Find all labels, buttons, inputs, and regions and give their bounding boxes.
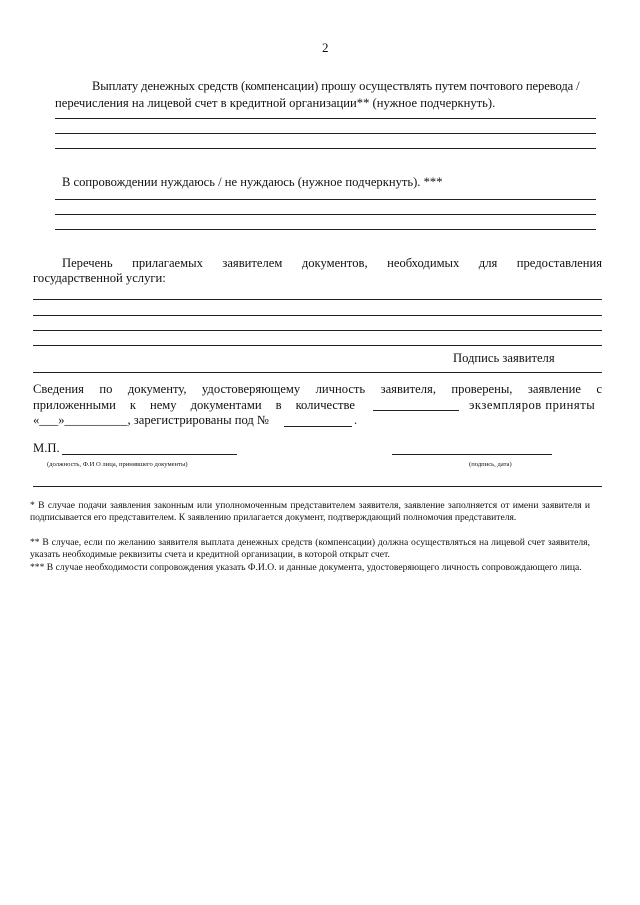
copies-count-field[interactable] [373,410,459,411]
payment-fill-line[interactable] [55,118,596,119]
footnote-1: * В случае подачи заявления законным или уполномоченным представителем заявителя, заявление заполняется от имени заявителя и подписывается его представителем. К заявлению прилагается документ, подтверждающий полномочия представителя. [30,500,590,523]
position-name-field[interactable] [62,454,237,455]
documents-fill-line[interactable] [33,330,602,331]
verification-text-line2-right: экземпляров приняты [469,398,596,412]
payment-text-line2: перечисления на лицевой счет в кредитной организации** (нужное подчеркнуть). [55,96,496,110]
footnotes-divider [33,486,602,487]
registration-number-field[interactable] [284,426,352,427]
escort-fill-line[interactable] [55,214,596,215]
verification-text-line2 [33,397,602,413]
escort-fill-line[interactable] [55,199,596,200]
footnote-3: *** В случае необходимости сопровождения указать Ф.И.О. и данные документа, удостоверяющего личность сопровождающего лица. [30,562,582,573]
documents-fill-line[interactable] [33,315,602,316]
section-divider [33,372,602,373]
documents-fill-line[interactable] [33,345,602,346]
signature-date-field[interactable] [392,454,552,455]
stamp-mp-label: М.П. [33,441,60,455]
position-name-caption: (должность, Ф.И О лица, принявшего документы) [47,461,188,468]
verification-text-line2-left: приложенными к нему документами в количестве [33,398,355,412]
payment-text-line1: Выплату денежных средств (компенсации) прошу осуществлять путем почтового перевода / [92,79,580,93]
verification-text-line3: «___»__________, зарегистрированы под № [33,413,269,427]
verification-text-line1: Сведения по документу, удостоверяющему личность заявителя, проверены, заявление с [33,382,602,396]
escort-fill-line[interactable] [55,229,596,230]
documents-text-line1: Перечень прилагаемых заявителем документов, необходимых для предоставления [62,256,602,270]
escort-text: В сопровождении нуждаюсь / не нуждаюсь (нужное подчеркнуть). *** [62,175,443,189]
verification-text-line3-end: . [354,413,358,427]
documents-text-line2: государственной услуги: [33,271,166,285]
payment-fill-line[interactable] [55,133,596,134]
documents-fill-line[interactable] [33,299,602,300]
applicant-signature-label: Подпись заявителя [453,351,555,365]
page-number: 2 [322,40,329,55]
footnote-2: ** В случае, если по желанию заявителя выплата денежных средств (компенсации) должна осуществляться на лицевой счет заявителя, указать необходимые реквизиты счета и кредитной организации, в которой открыт счет. [30,537,590,560]
payment-fill-line[interactable] [55,148,596,149]
signature-date-caption: (подпись, дата) [469,461,512,468]
